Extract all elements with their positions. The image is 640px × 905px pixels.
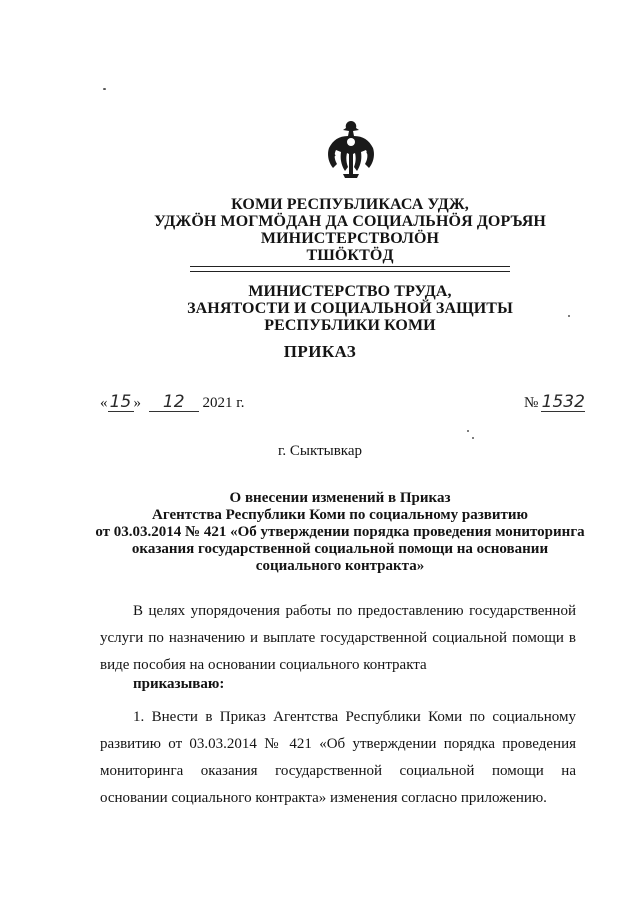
subject-line: от 03.03.2014 № 421 «Об утверждении порядка проведения мониторинга xyxy=(95,524,585,540)
subject-line: О внесении изменений в Приказ xyxy=(229,490,451,506)
city: г. Сыктывкар xyxy=(277,443,363,459)
order-date xyxy=(100,393,244,412)
header-komi-line: ТШÖКТÖД xyxy=(306,247,394,264)
header-russian xyxy=(100,283,600,334)
scan-speck xyxy=(467,430,469,432)
header-komi-line: МИНИСТЕРСТВОЛÖН xyxy=(260,230,440,247)
date-year: 2021 г. xyxy=(202,395,245,411)
komi-coat-of-arms-bird-icon xyxy=(319,118,383,182)
order-subject xyxy=(70,490,610,575)
scan-speck xyxy=(103,88,106,90)
subject-line: социального контракта» xyxy=(255,558,425,574)
scan-speck xyxy=(568,315,570,317)
subject-line: Агентства Республики Коми по социальному развитию xyxy=(152,507,528,523)
order-number xyxy=(524,393,585,412)
order-item-1: 1. Внести в Приказ Агентства Республики Коми по социальному развитию от 03.03.2014 № 421 «Об утверждении порядка проведения мониторинга оказания государственной социальной помощи на основании социального контракта» изменения согласно приложению. xyxy=(100,709,576,806)
header-ru-line: ЗАНЯТОСТИ И СОЦИАЛЬНОЙ ЗАЩИТЫ xyxy=(187,300,513,317)
date-open-quote: « xyxy=(100,395,108,411)
order-word: приказываю: xyxy=(133,676,225,692)
header-komi xyxy=(100,196,600,264)
header-divider xyxy=(190,266,510,267)
header-ru-line: РЕСПУБЛИКИ КОМИ xyxy=(264,317,436,334)
scan-speck xyxy=(472,437,474,439)
date-day-handwritten: 15 xyxy=(108,393,134,412)
subject-line: оказания государственной социальной помощи на основании xyxy=(131,541,549,557)
number-handwritten: 1532 xyxy=(541,392,585,412)
header-ru-line: МИНИСТЕРСТВО ТРУДА, xyxy=(248,283,452,300)
number-sign: № xyxy=(524,395,539,411)
header-komi-line: УДЖÖН МОГМÖДАН ДА СОЦИАЛЬНÖЯ ДОРЪЯН xyxy=(154,213,546,230)
document-type-title: ПРИКАЗ xyxy=(283,342,357,361)
preamble-paragraph: В целях упорядочения работы по предоставлению государственной услуги по назначению и выплате государственной социальной помощи в виде пособия на основании социального контракта xyxy=(100,603,576,673)
header-komi-line: КОМИ РЕСПУБЛИКАСА УДЖ, xyxy=(231,196,469,213)
date-month-handwritten: 12 xyxy=(149,393,199,412)
header-divider xyxy=(190,271,510,272)
date-close-quote: » xyxy=(133,395,141,411)
